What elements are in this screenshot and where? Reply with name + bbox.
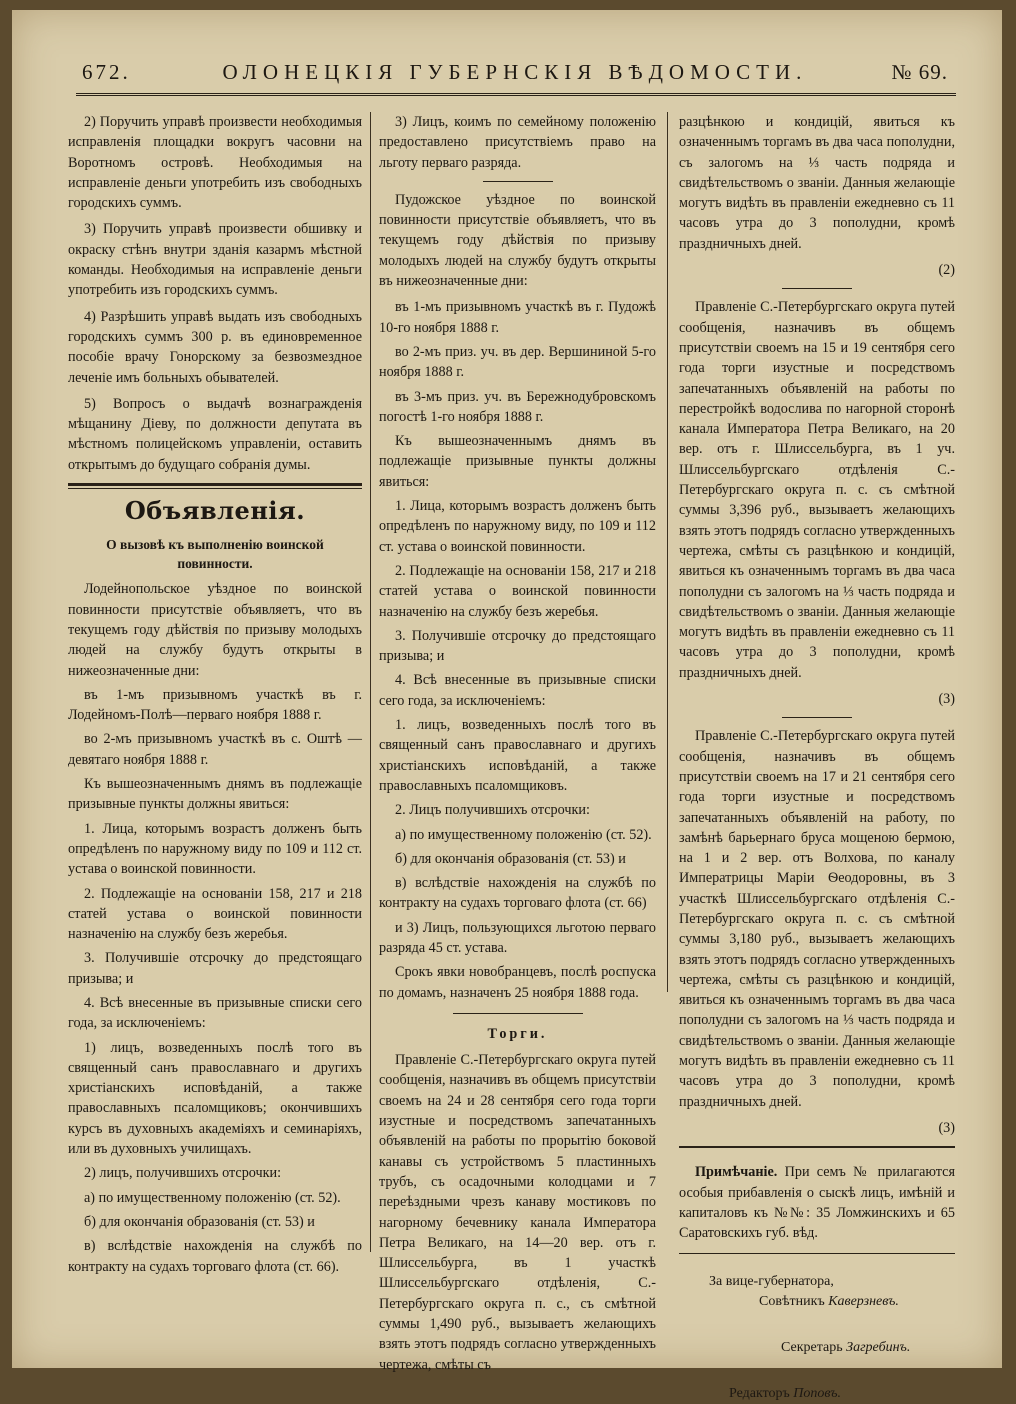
newspaper-page — [12, 10, 1002, 1402]
separator-rule — [483, 181, 553, 182]
paragraph: Лодейнопольское уѣздное по воинской повинности присутствіе объявляетъ, что въ текущемъ году дѣйствія по призыву молодыхъ людей на службу будутъ открыты в нижеозначенные дни: — [68, 581, 362, 679]
column-1 — [68, 112, 362, 1281]
signature-name: Каверзневъ. — [828, 1294, 899, 1310]
paragraph: Правленіе С.-Петербургскаго округа путей сообщенія, назначивъ въ общемъ присутствіи своемъ на 17 и 21 сентября сего года торги изустные и посредствомъ запечатанныхъ объявленій на работу, по замѣнѣ барьернаго бруса мощеною бермою, на 1 и 2 вер. отъ Волхова, по каналу Императрицы Маріи Ѳеодоровны, въ 3 участкѣ Шлиссельбургскаго отдѣленія С.-Петербургскаго округа п. с. съ смѣтной суммы 3,180 руб., вызываетъ желающихъ взять этотъ подрядъ согласно утвержденныхъ чертежа, смѣты съ разцѣнкою и кондицій, явиться къ означеннымъ торгамъ въ два часа пополудни съ залогомъ на ⅓ часть подряда и свидѣтельствомъ о званіи. Данныя желающіе могутъ видѣть въ правленіи ежедневно съ 11 часовъ утра до 3 пополудни, кромѣ праздничныхъ дней. — [679, 728, 955, 1110]
paragraph: 1. Лица, которымъ возрастъ долженъ быть опредѣленъ по наружному виду по 109 и 112 ст. устава о воинской повинности. — [68, 820, 362, 878]
paragraph: 3. Получившіе отсрочку до предстоящаго призыва; и — [68, 950, 362, 987]
note-rule — [679, 1146, 955, 1148]
paragraph: а) по имущественному положенію (ст. 52). — [84, 1189, 341, 1206]
note-text: При семъ № прилагаются особыя прибавленія о сыскѣ лицъ, имѣній и капиталовъ къ №№: 35 Ломжинскихъ и 65 Саратовскихъ губ. вѣд. — [679, 1164, 956, 1242]
paragraph: 3. Получившіе отсрочку до предстоящаго призыва; и — [379, 627, 656, 665]
paragraph: 4. Всѣ внесенные въ призывные списки сего года, за исключеніемъ: — [379, 672, 656, 709]
torgi-heading: Торги. — [487, 1025, 548, 1042]
paragraph: 2) лицъ, получившихъ отсрочки: — [84, 1165, 282, 1182]
paragraph: Срокъ явки новобранцевъ, послѣ роспуска по домамъ, назначенъ 25 ноября 1888 года. — [379, 964, 656, 1001]
signature-role: Секретарь — [781, 1340, 843, 1356]
paragraph: во 2-мъ призывномъ участкѣ въ с. Оштѣ —девятаго ноября 1888 г. — [68, 731, 362, 768]
paragraph: б) для окончанія образованія (ст. 53) и — [84, 1213, 315, 1230]
notice-reference: (3) — [938, 691, 955, 708]
masthead-rule — [76, 93, 956, 96]
paragraph: 2. Подлежащіе на основаніи 158, 217 и 218 статей устава о воинской повинности назначенію на службу безъ жеребья. — [379, 562, 656, 620]
signature-line — [709, 1338, 955, 1358]
paragraph: въ 1-мъ призывномъ участкѣ въ г. Пудожѣ 10-го ноября 1888 г. — [379, 299, 656, 336]
signature-role: Совѣтникъ — [759, 1294, 825, 1310]
column-3 — [679, 112, 955, 1404]
paragraph: в) вслѣдствіе нахожденія на службѣ по контракту на судахъ торговаго флота (ст. 66). — [68, 1238, 362, 1275]
signature-name: Загребинъ. — [846, 1340, 911, 1356]
paragraph: 4) Разрѣшить управѣ выдать изъ свободныхъ городскихъ суммъ 300 р. въ единовременное пособіе врачу Гонорскому за безвозмездное леченіе имъ больныхъ обывателей. — [68, 308, 362, 386]
note-paragraph — [679, 1162, 955, 1243]
paragraph: Къ вышеозначеннымъ днямъ въ подлежащіе призывные пункты должны явиться: — [68, 776, 362, 813]
column-2 — [379, 112, 656, 1379]
signature-title: За вице-губернатора, — [709, 1274, 834, 1290]
paragraph: 4. Всѣ внесенные въ призывные списки сего года, за исключеніемъ: — [68, 994, 362, 1032]
subheading: О вызовѣ къ выполненію воинской повинности. — [106, 537, 324, 572]
paragraph: 2) Поручить управѣ произвести необходимыя исправленія площадки вокругъ часовни на Воротномъ островѣ. Необходимыя на исправленіе деньги употребить изъ свободныхъ городскихъ суммъ. — [68, 114, 362, 212]
signature-block — [679, 1272, 955, 1404]
column-divider — [667, 112, 668, 992]
paragraph: 1) лицъ, возведенныхъ послѣ того въ священный санъ православнаго и другихъ христіанскихъ исповѣданій, а также православныхъ псаломщиковъ; окончившихъ курсъ въ духовныхъ академіяхъ и семинаріяхъ, или въ духовныхъ училищахъ. — [68, 1039, 362, 1158]
paragraph: въ 1-мъ призывномъ участкѣ въ г. Лодейномъ-Полѣ—перваго ноября 1888 г. — [68, 686, 362, 724]
signature-line — [709, 1292, 955, 1312]
paragraph: 3) Лицъ, коимъ по семейному положенію предоставлено присутствіемъ право на льготу перваго разряда. — [379, 114, 656, 171]
paragraph: 2. Лицъ получившихъ отсрочки: — [395, 802, 590, 819]
signature-line — [709, 1384, 955, 1404]
paragraph: 1. Лица, которымъ возрастъ долженъ быть опредѣленъ по наружному виду, по 109 и 112 ст. устава о воинской повинности. — [379, 498, 656, 555]
paragraph: Правленіе С.-Петербургскаго округа путей сообщенія, назначивъ въ общемъ присутствіи своемъ на 15 и 19 сентября сего года торги изустные и посредствомъ запечатанныхъ объявленій на работы по перестройкѣ водослива по нагорной сторонѣ канала Императора Петра Великаго, на 20 вер. отъ г. Шлиссельбурга, въ 1 уч. Шлиссельбургскаго отдѣленія С.-Петербургскаго округа п. с. съ смѣтной суммы 3,396 руб., вызываетъ желающихъ взять этотъ подрядъ согласно утвержденныхъ чертежа, смѣты съ разцѣнкою и кондицій, явиться къ означеннымъ торгамъ въ два часа пополудни съ залогомъ на ⅓ часть подряда и свидѣтельствомъ о званіи. Данныя желающіе могутъ видѣть въ правленіи ежедневно съ 11 часовъ утра до 3 пополудни, кромѣ праздничныхъ дней. — [679, 299, 955, 681]
notice-reference: (3) — [938, 1119, 955, 1136]
signature-name: Поповъ. — [793, 1386, 842, 1402]
notice-reference: (2) — [938, 262, 955, 279]
section-rule — [68, 483, 362, 489]
masthead — [82, 56, 948, 90]
paragraph: 5) Вопросъ о выдачѣ вознагражденія мѣщанину Діеву, по должности депутата въ мѣстномъ полицейскомъ управленіи, оставить открытымъ до будущаго собранія думы. — [68, 395, 362, 473]
issue-number: № 69. — [891, 60, 948, 84]
newspaper-title: ОЛОНЕЦКІЯ ГУБЕРНСКІЯ ВѢДОМОСТИ. — [222, 60, 808, 84]
paragraph: а) по имущественному положенію (ст. 52). — [395, 826, 652, 843]
paragraph: во 2-мъ приз. уч. въ дер. Вершининой 5-го ноября 1888 г. — [379, 343, 656, 381]
note-label: Примѣчаніе. — [695, 1164, 778, 1181]
separator-rule — [782, 288, 852, 289]
paragraph: и 3) Лицъ, пользующихся льготою перваго разряда 45 ст. устава. — [379, 919, 656, 956]
paragraph: 1. лицъ, возведенныхъ послѣ того въ священный санъ православнаго и другихъ христіанскихъ исповѣданій, а также православныхъ псаломщиковъ. — [379, 717, 656, 794]
paragraph: въ 3-мъ приз. уч. въ Бережнодубровскомъ погостѣ 1-го ноября 1888 г. — [379, 388, 656, 425]
section-heading: Объявленія. — [124, 496, 306, 526]
column-divider — [370, 112, 371, 1252]
paragraph: в) вслѣдствіе нахожденія на службѣ по контракту на судахъ торговаго флота (ст. 66) — [379, 875, 656, 912]
paragraph: б) для окончанія образованія (ст. 53) и — [395, 850, 626, 867]
separator-rule — [782, 717, 852, 718]
paragraph: Пудожское уѣздное по воинской повинности присутствіе объявляетъ, что въ текущемъ году дѣйствія по призыву молодыхъ людей на службу будутъ открыты въ нижеозначенные дни: — [379, 191, 656, 290]
paragraph: 2. Подлежащіе на основаніи 158, 217 и 218 статей устава о воинской повинности назначенію на службу безъ жеребья. — [68, 885, 362, 943]
paragraph: разцѣнкою и кондицій, явиться къ означеннымъ торгамъ въ два часа пополудни, съ залогомъ на ⅓ часть подряда и свидѣтельствомъ о званіи. Данныя желающіе могутъ видѣть въ правленіи ежедневно съ 11 часовъ утра до 3 пополудни, кромѣ праздничныхъ дней. — [679, 114, 955, 252]
separator-rule — [453, 1013, 583, 1014]
paragraph: Къ вышеозначеннымъ днямъ въ подлежащіе призывные пункты должны явиться: — [379, 433, 656, 490]
paragraph: Правленіе С.-Петербургскаго округа путей сообщенія, назначивъ въ общемъ присутствіи своемъ на 24 и 28 сентября сего года торги изустные и посредствомъ запечатанныхъ объявленій на работы по прорытію боковой канавы съ устройствомъ 5 пластинныхъ трубъ, съ осадочными колодцами и 7 переѣздными чрезъ канаву мостиковъ по нагорному бечевнику канала Императора Петра Великаго, на 14—20 вер. отъ г. Шлиссельбурга, въ 1 участкѣ Шлиссельбургскаго отдѣленія, С.-Петербургскаго округа п. с., съ смѣтной суммы 1,490 руб., вызываетъ желающихъ взять этотъ подрядъ согласно утвержденныхъ чертежа, смѣты съ — [379, 1052, 656, 1373]
note-rule — [679, 1253, 955, 1254]
page-number: 672. — [82, 60, 131, 84]
signature-role: Редакторъ — [729, 1386, 790, 1402]
paragraph: 3) Поручить управѣ произвести обшивку и окраску стѣнъ внутри зданія казармъ мѣстной команды. Необходимыя на исправленіе деньги употребить изъ городскихъ суммъ. — [68, 221, 362, 299]
